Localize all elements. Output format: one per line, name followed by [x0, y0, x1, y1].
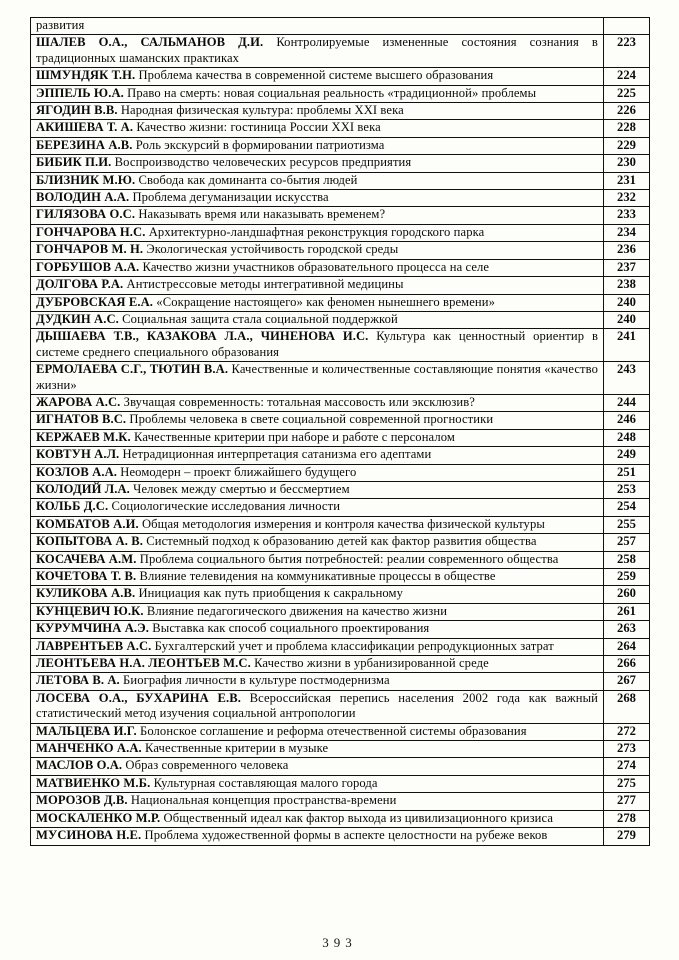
page-number-cell: 230 [604, 155, 650, 172]
entry-cell [31, 259, 604, 276]
page-number-cell: 236 [604, 242, 650, 259]
entry-authors: КОМБАТОВ А.И. [36, 516, 139, 531]
entry-authors: КОЧЕТОВА Т. В. [36, 569, 137, 583]
table-row [31, 793, 650, 810]
entry-cell [31, 311, 604, 328]
entry-cell [31, 329, 604, 362]
entry-authors: КУЛИКОВА А.В. [36, 586, 136, 601]
entry-title: Экологическая устойчивость городской среды [143, 242, 399, 257]
entry-cell [31, 120, 604, 137]
table-row [31, 723, 650, 740]
entry-title: Проблемы человека в свете социальной современной прогностики [126, 412, 494, 427]
page-number-cell: 264 [604, 638, 650, 655]
table-of-contents [30, 17, 650, 846]
entry-cell [31, 190, 604, 207]
entry-cell [31, 638, 604, 655]
entry-authors: ГОНЧАРОВА Н.С. [36, 224, 146, 239]
table-row [31, 103, 650, 120]
entry-cell [31, 394, 604, 411]
entry-cell [31, 242, 604, 259]
table-row [31, 673, 650, 690]
entry-cell [31, 828, 604, 845]
page-number-cell: 248 [604, 429, 650, 446]
entry-cell [31, 137, 604, 154]
table-row [31, 464, 650, 481]
entry-cell [31, 534, 604, 551]
entry-authors: МАСЛОВ О.А. [36, 758, 123, 773]
table-row [31, 741, 650, 758]
entry-cell [31, 429, 604, 446]
table-row [31, 569, 650, 586]
entry-authors: МАТВИЕНКО М.Б. [36, 775, 151, 790]
entry-title: Антистрессовые методы интегративной медицины [123, 277, 404, 292]
entry-cell [31, 758, 604, 775]
entry-cell [31, 294, 604, 311]
page-number-cell: 266 [604, 656, 650, 673]
entry-cell [31, 481, 604, 498]
table-row [31, 621, 650, 638]
entry-title: Культурная составляющая малого города [150, 775, 378, 790]
table-row [31, 394, 650, 411]
entry-title: Народная физическая культура: проблемы XXI века [117, 103, 404, 118]
entry-cell [31, 673, 604, 690]
entry-title: Наказывать время или наказывать временем? [135, 207, 386, 222]
entry-title: Влияние педагогического движения на качество жизни [143, 603, 448, 618]
entry-authors: БЛИЗНИК М.Ю. [36, 172, 136, 187]
entry-title: Системный подход к образованию детей как фактор развития общества [143, 534, 537, 549]
table-row [31, 259, 650, 276]
entry-authors: КОЛОДИЙ Л.А. [36, 481, 130, 496]
page-number-cell: 228 [604, 120, 650, 137]
entry-authors: КУРУМЧИНА А.Э. [36, 621, 150, 636]
entry-title: Биография личности в культуре постмодернизма [119, 673, 390, 688]
table-row [31, 120, 650, 137]
page-number-cell: 225 [604, 85, 650, 102]
page-number-cell: 268 [604, 690, 650, 723]
entry-cell [31, 155, 604, 172]
entry-cell [31, 103, 604, 120]
page-number-cell: 254 [604, 499, 650, 516]
entry-authors: ГИЛЯЗОВА О.С. [36, 207, 136, 222]
entry-title: Социальная защита стала социальной поддержкой [118, 311, 398, 326]
page-number-cell: 246 [604, 412, 650, 429]
entry-cell [31, 516, 604, 533]
entry-title: Звучащая современность: тотальная массовость или эксклюзив? [120, 394, 475, 409]
entry-cell [31, 499, 604, 516]
entry-title: Роль экскурсий в формировании патриотизма [132, 137, 385, 152]
table-row [31, 362, 650, 395]
entry-authors: ЛЕОНТЬЕВА Н.А. ЛЕОНТЬЕВ М.С. [36, 656, 251, 671]
entry-authors: ЕРМОЛАЕВА С.Г., ТЮТИН В.А. [36, 362, 229, 377]
entry-cell [31, 464, 604, 481]
entry-authors: КОСАЧЕВА А.М. [36, 551, 137, 566]
entry-title: Качественные критерии в музыке [141, 741, 329, 756]
entry-authors: ГОРБУШОВ А.А. [36, 259, 140, 274]
toc-body [31, 18, 650, 846]
page-number-cell: 279 [604, 828, 650, 845]
entry-authors: БЕРЕЗИНА А.В. [36, 137, 133, 152]
page-number-cell: 272 [604, 723, 650, 740]
page-number-cell: 259 [604, 569, 650, 586]
entry-authors: МОСКАЛЕНКО М.Р. [36, 810, 161, 825]
table-row [31, 207, 650, 224]
page-number-cell: 257 [604, 534, 650, 551]
table-row [31, 603, 650, 620]
table-row [31, 447, 650, 464]
entry-cell [31, 586, 604, 603]
entry-title: «Сокращение настоящего» как феномен нынешнего времени» [153, 294, 496, 309]
entry-cell [31, 775, 604, 792]
table-row [31, 499, 650, 516]
entry-authors: КОВТУН А.Л. [36, 447, 120, 462]
entry-title: Проблема социального бытия потребностей: реалии современного общества [136, 551, 559, 566]
page-number-cell: 224 [604, 68, 650, 85]
entry-title: Свобода как доминанта со-бытия людей [135, 172, 358, 187]
entry-authors: КОЛЬБ Д.С. [36, 499, 109, 514]
entry-cell [31, 741, 604, 758]
table-row [31, 828, 650, 845]
page-number-cell: 234 [604, 224, 650, 241]
entry-authors: ШМУНДЯК Т.Н. [36, 68, 136, 83]
table-row [31, 85, 650, 102]
entry-cell [31, 551, 604, 568]
page-number-cell: 240 [604, 311, 650, 328]
entry-title: Культура как ценностный ориентир в системе среднего специального образования [36, 329, 598, 359]
table-row [31, 294, 650, 311]
page-number-cell: 226 [604, 103, 650, 120]
entry-cell [31, 810, 604, 827]
table-row [31, 277, 650, 294]
entry-cell [31, 723, 604, 740]
entry-authors: МУСИНОВА Н.Е. [36, 828, 142, 843]
entry-title: Воспроизводство человеческих ресурсов предприятия [111, 155, 412, 170]
entry-title: Проблема качества в современной системе высшего образования [135, 68, 494, 83]
page-number-cell: 275 [604, 775, 650, 792]
page-number-cell: 274 [604, 758, 650, 775]
table-row [31, 311, 650, 328]
entry-title: Влияние телевидения на коммуникативные процессы в обществе [136, 569, 496, 583]
entry-cell [31, 207, 604, 224]
entry-authors: КУНЦЕВИЧ Ю.К. [36, 603, 144, 618]
page-number-cell: 237 [604, 259, 650, 276]
entry-title: Общая методология измерения и контроля качества физической культуры [138, 516, 545, 531]
entry-authors: ЛАВРЕНТЬЕВ А.С. [36, 638, 152, 653]
entry-cell [31, 35, 604, 68]
page-number-cell: 260 [604, 586, 650, 603]
page-number-cell [604, 18, 650, 35]
entry-authors: ЛЕТОВА В. А. [36, 673, 120, 688]
page-number-cell: 278 [604, 810, 650, 827]
entry-title: Проблема художественной формы в аспекте целостности на рубеже веков [141, 828, 548, 843]
entry-authors: МАНЧЕНКО А.А. [36, 741, 142, 756]
entry-cell [31, 362, 604, 395]
page-number-cell: 231 [604, 172, 650, 189]
page-footer-number: 393 [322, 935, 357, 950]
table-row [31, 190, 650, 207]
page-number-cell: 261 [604, 603, 650, 620]
entry-title: Неомодерн – проект ближайшего будущего [117, 464, 357, 479]
page-number-cell: 273 [604, 741, 650, 758]
page-number-cell: 240 [604, 294, 650, 311]
entry-title: Общественный идеал как фактор выхода из цивилизационного кризиса [160, 810, 554, 825]
entry-cell [31, 412, 604, 429]
table-row [31, 516, 650, 533]
entry-title: Выставка как способ социального проектирования [149, 621, 430, 636]
entry-authors: ЖАРОВА А.С. [36, 394, 121, 409]
entry-title: Право на смерть: новая социальная реальность «традиционной» проблемы [123, 85, 537, 100]
entry-authors: КЕРЖАЕВ М.К. [36, 429, 131, 444]
page-number-cell: 223 [604, 35, 650, 68]
page-number-cell: 244 [604, 394, 650, 411]
table-row [31, 551, 650, 568]
entry-cell [31, 621, 604, 638]
table-row [31, 586, 650, 603]
table-row [31, 242, 650, 259]
entry-title: Качество жизни участников образовательного процесса на селе [139, 259, 490, 274]
entry-cell [31, 224, 604, 241]
page-number-cell: 241 [604, 329, 650, 362]
entry-authors: БИБИК П.И. [36, 155, 112, 170]
entry-cell [31, 172, 604, 189]
entry-authors: ДУБРОВСКАЯ Е.А. [36, 294, 154, 309]
entry-authors: ШАЛЕВ О.А., САЛЬМАНОВ Д.И. [36, 35, 264, 50]
entry-cell [31, 690, 604, 723]
entry-title: Качественные критерии при наборе и работе с персоналом [130, 429, 455, 444]
entry-authors: МАЛЬЦЕВА И.Г. [36, 723, 137, 738]
page-number-cell: 249 [604, 447, 650, 464]
entry-cell [31, 68, 604, 85]
entry-authors: АКИШЕВА Т. А. [36, 120, 134, 135]
entry-authors: ЛОСЕВА О.А., БУХАРИНА Е.В. [36, 690, 241, 705]
entry-title: Национальная концепция пространства-времени [127, 793, 397, 808]
table-row [31, 137, 650, 154]
entry-title: Контролируемые измененные состояния сознания в традиционных шаманских практиках [36, 35, 598, 65]
page-number-cell: 243 [604, 362, 650, 395]
table-row [31, 690, 650, 723]
table-row [31, 638, 650, 655]
entry-authors: МОРОЗОВ Д.В. [36, 793, 128, 808]
page-number-cell: 232 [604, 190, 650, 207]
entry-title: Бухгалтерский учет и проблема классификации репродукционных затрат [151, 638, 554, 653]
table-row [31, 172, 650, 189]
table-row [31, 534, 650, 551]
entry-title: Образ современного человека [122, 758, 289, 773]
page-number-cell: 253 [604, 481, 650, 498]
page-number-cell: 255 [604, 516, 650, 533]
page-number-cell: 251 [604, 464, 650, 481]
entry-authors: ДУДКИН А.С. [36, 311, 119, 326]
entry-title: Архитектурно-ландшафтная реконструкция городского парка [145, 224, 485, 239]
entry-authors: КОЗЛОВ А.А. [36, 464, 118, 479]
entry-title: Инициация как путь приобщения к сакральному [135, 586, 404, 601]
table-row [31, 481, 650, 498]
entry-cell [31, 569, 604, 586]
page-number-cell: 233 [604, 207, 650, 224]
table-row [31, 329, 650, 362]
entry-cell [31, 277, 604, 294]
entry-authors: ДОЛГОВА Р.А. [36, 277, 124, 292]
page-number-cell: 267 [604, 673, 650, 690]
table-row [31, 810, 650, 827]
table-row [31, 429, 650, 446]
entry-title: Нетрадиционная интерпретация сатанизма его адептами [119, 447, 432, 462]
entry-cell [31, 85, 604, 102]
entry-title: Человек между смертью и бессмертием [129, 481, 350, 496]
entry-authors: КОПЫТОВА А. В. [36, 534, 143, 549]
entry-authors: ЯГОДИН В.В. [36, 103, 118, 118]
entry-title: Социологические исследования личности [108, 499, 341, 514]
page-number-cell: 238 [604, 277, 650, 294]
table-row [31, 35, 650, 68]
entry-authors: ИГНАТОВ В.С. [36, 412, 127, 427]
table-row [31, 656, 650, 673]
table-row [31, 68, 650, 85]
entry-title: Болонское соглашение и реформа отечественной системы образования [136, 723, 527, 738]
table-row [31, 155, 650, 172]
entry-authors: ДЫШАЕВА Т.В., КАЗАКОВА Л.А., ЧИНЕНОВА И.С. [36, 329, 369, 344]
entry-authors: ЭППЕЛЬ Ю.А. [36, 85, 124, 100]
entry-cell [31, 447, 604, 464]
entry-title: Всероссийская перепись населения 2002 года как важный статистический метод изучения социальной антропологии [36, 690, 599, 721]
entry-cell [31, 603, 604, 620]
page-number-cell: 229 [604, 137, 650, 154]
entry-title: Качественные и количественные составляющие понятия «качество жизни» [36, 362, 598, 392]
table-row [31, 412, 650, 429]
entry-title: Качество жизни в урбанизированной среде [250, 656, 489, 671]
table-row [31, 758, 650, 775]
entry-title: Качество жизни: гостиница России XXI века [133, 120, 381, 135]
entry-title: развития [36, 18, 85, 32]
page-number-cell: 277 [604, 793, 650, 810]
entry-cell [31, 793, 604, 810]
table-row [31, 18, 650, 35]
table-row [31, 775, 650, 792]
page-number-cell: 258 [604, 551, 650, 568]
page-number-cell: 263 [604, 621, 650, 638]
entry-cell [31, 18, 604, 35]
entry-cell [31, 656, 604, 673]
entry-authors: ГОНЧАРОВ М. Н. [36, 242, 144, 257]
table-row [31, 224, 650, 241]
entry-authors: ВОЛОДИН А.А. [36, 190, 130, 205]
entry-title: Проблема дегуманизации искусства [129, 190, 329, 205]
